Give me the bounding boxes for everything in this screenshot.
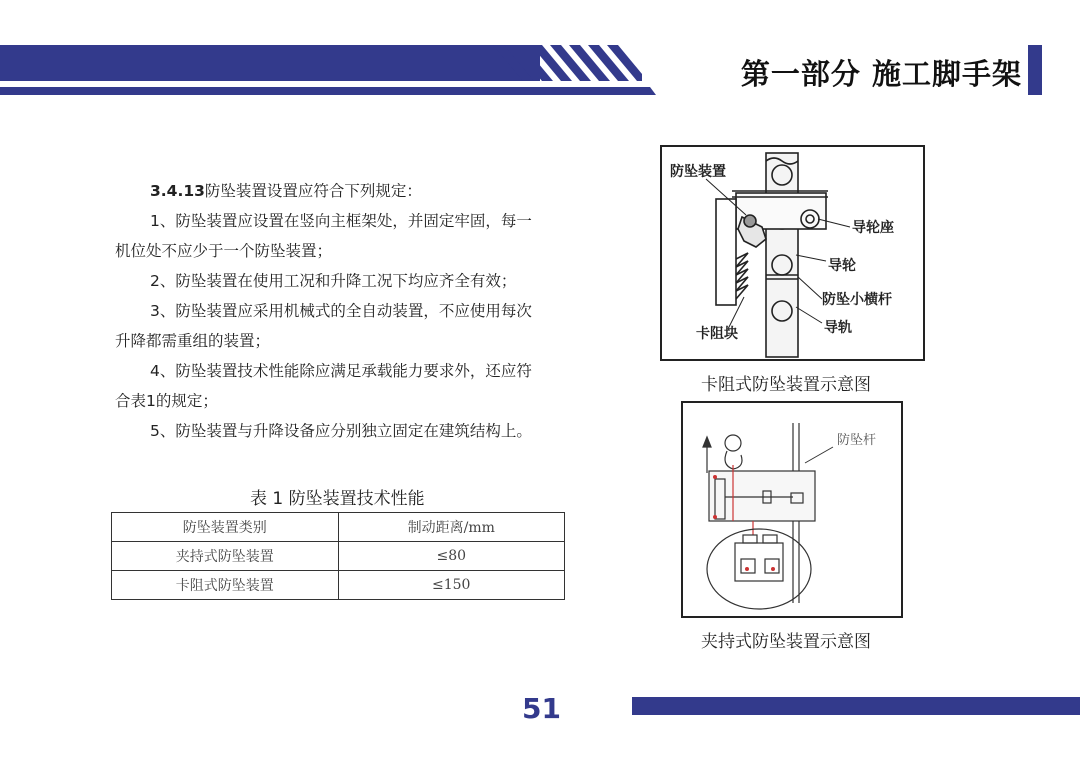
clause-item-3-line-2: 升降都需重组的装置； bbox=[115, 332, 271, 350]
page-number: 51 bbox=[522, 692, 561, 725]
stop-type-caption: 卡阻式防坠装置示意图 bbox=[701, 375, 871, 395]
clause-item-1-line-1: 1、防坠装置应设置在竖向主框架处，并固定牢固，每一 bbox=[150, 212, 532, 230]
clause-item-2-line-1: 2、防坠装置在使用工况和升降工况下均应齐全有效； bbox=[150, 272, 517, 290]
label-block: 卡阻块 bbox=[696, 326, 738, 342]
label-device: 防坠装置 bbox=[670, 164, 726, 180]
clause-number: 3.4.13 bbox=[150, 182, 205, 200]
clause-item-4 bbox=[115, 356, 565, 416]
clause-item-3 bbox=[115, 296, 565, 356]
table-cell: ≤150 bbox=[338, 571, 565, 600]
spec-table bbox=[111, 512, 565, 600]
clause-item-1-line-2: 机位处不应少于一个防坠装置； bbox=[115, 242, 333, 260]
table-row bbox=[112, 542, 565, 571]
table-cell: 卡阻式防坠装置 bbox=[112, 571, 339, 600]
label-rail: 导轨 bbox=[824, 320, 852, 336]
table-row bbox=[112, 571, 565, 600]
table-header-cell: 防坠装置类别 bbox=[112, 513, 339, 542]
label-wheel-seat: 导轮座 bbox=[852, 220, 894, 236]
label-rod: 防坠杆 bbox=[837, 433, 877, 448]
title-accent-bar bbox=[1028, 45, 1042, 95]
clause-item-5-line-1: 5、防坠装置与升降设备应分别独立固定在建筑结构上。 bbox=[150, 422, 532, 440]
clause-item-1 bbox=[115, 206, 565, 266]
clause-item-5 bbox=[115, 416, 565, 446]
clamp-type-figure bbox=[681, 401, 903, 618]
table-cell: ≤80 bbox=[338, 542, 565, 571]
clause-item-3-line-1: 3、防坠装置应采用机械式的全自动装置，不应使用每次 bbox=[150, 302, 532, 320]
table-header-cell: 制动距离/mm bbox=[338, 513, 565, 542]
clamp-type-caption: 夹持式防坠装置示意图 bbox=[701, 632, 871, 652]
clause-item-4-line-1: 4、防坠装置技术性能除应满足承载能力要求外，还应符 bbox=[150, 362, 532, 380]
table-caption: 表 1 防坠装置技术性能 bbox=[250, 489, 425, 509]
table-cell: 夹持式防坠装置 bbox=[112, 542, 339, 571]
label-cross-bar: 防坠小横杆 bbox=[822, 292, 892, 308]
clause-heading bbox=[115, 176, 565, 206]
table-header-row bbox=[112, 513, 565, 542]
clause-intro: 防坠装置设置应符合下列规定： bbox=[204, 182, 422, 200]
footer-accent-bar bbox=[632, 697, 1080, 715]
clause-item-4-line-2: 合表1的规定； bbox=[115, 392, 218, 410]
stop-type-figure bbox=[660, 145, 925, 361]
label-wheel: 导轮 bbox=[828, 258, 856, 274]
clause-item-2 bbox=[115, 266, 565, 296]
section-title: 第一部分 施工脚手架 bbox=[740, 57, 1022, 91]
